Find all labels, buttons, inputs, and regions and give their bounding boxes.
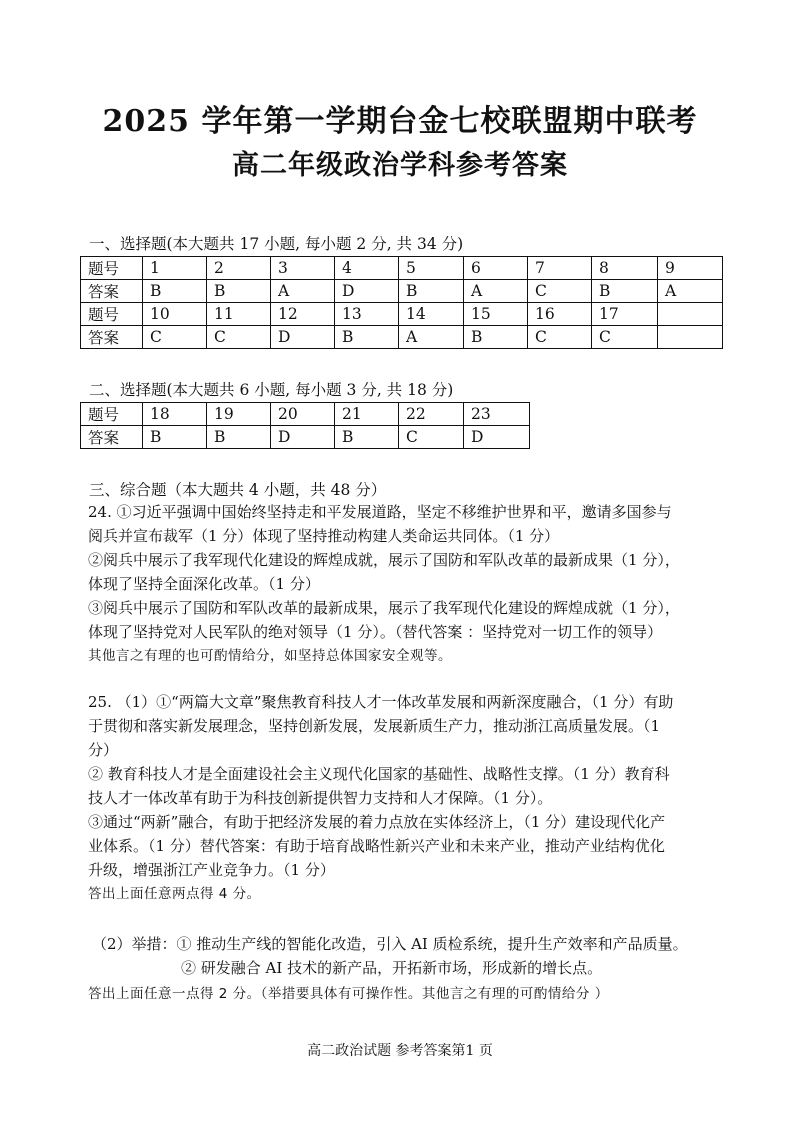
q24-line: 阅兵并宣布裁军（1 分）体现了坚持推动构建人类命运共同体。（1 分） xyxy=(88,527,560,545)
table-cell: 1 xyxy=(143,257,207,280)
table-cell: C xyxy=(528,280,592,303)
row-header-cell: 答案 xyxy=(81,326,143,349)
table-cell: 9 xyxy=(658,257,723,280)
q24-line: ③阅兵中展示了国防和军队改革的最新成果，展示了我军现代化建设的辉煌成就（1 分）， xyxy=(88,599,680,617)
table-cell: 13 xyxy=(335,303,399,326)
q25-line: 业体系。（1 分）替代答案：有助于培育战略性新兴产业和未来产业，推动产业结构优化 xyxy=(88,837,665,855)
row-header-cell: 题号 xyxy=(81,403,143,426)
q25-line: ③通过“两新”融合，有助于把经济发展的着力点放在实体经济上，（1 分）建设现代化产 xyxy=(88,813,666,831)
table-cell: A xyxy=(271,280,335,303)
table-cell: C xyxy=(592,326,658,349)
table-cell: B xyxy=(464,326,528,349)
q25-line: 技人才一体改革有助于为科技创新提供智力支持和人才保障。（1 分）。 xyxy=(88,789,553,807)
section2-heading: 二、选择题(本大题共 6 小题, 每小题 3 分, 共 18 分) xyxy=(89,381,454,399)
row-header-cell: 题号 xyxy=(81,303,143,326)
table-cell: A xyxy=(464,280,528,303)
row-header-cell: 答案 xyxy=(81,280,143,303)
table-cell: A xyxy=(399,326,464,349)
q24-line: 24. ①习近平强调中国始终坚持走和平发展道路，坚定不移维护世界和平，邀请多国参与 xyxy=(88,503,672,521)
q24-scoring-note: 其他言之有理的也可酌情给分，如坚持总体国家安全观等。 xyxy=(88,648,452,664)
table-cell: B xyxy=(207,280,271,303)
q25-line: 25. （1）①“两篇大文章”聚焦教育科技人才一体改革发展和两新深度融合，（1 分）有助 xyxy=(88,693,674,711)
table-cell: B xyxy=(207,426,271,449)
q25-2-line: ② 研发融合 AI 技术的新产品，开拓新市场，形成新的增长点。 xyxy=(181,959,603,977)
table-cell: 3 xyxy=(271,257,335,280)
section1-answer-table xyxy=(80,256,723,349)
table-cell: 17 xyxy=(592,303,658,326)
q25-scoring-note: 答出上面任意两点得 4 分。 xyxy=(88,886,261,902)
table-cell: C xyxy=(143,326,207,349)
question-25-part1-answer xyxy=(88,690,728,906)
table-cell: 19 xyxy=(207,403,271,426)
row-header-cell: 答案 xyxy=(81,426,143,449)
table-cell: 14 xyxy=(399,303,464,326)
table-cell: B xyxy=(592,280,658,303)
table-cell: 6 xyxy=(464,257,528,280)
table-cell: 16 xyxy=(528,303,592,326)
table-cell: C xyxy=(207,326,271,349)
q25-2-scoring-note: 答出上面任意一点得 2 分。（举措要具体有可操作性。其他言之有理的可酌情给分 ） xyxy=(88,986,609,1002)
section2-answer-table xyxy=(80,402,530,449)
table-cell: 23 xyxy=(464,403,530,426)
table-cell xyxy=(658,303,723,326)
table-row xyxy=(81,403,530,426)
table-cell: A xyxy=(658,280,723,303)
q24-line: ②阅兵中展示了我军现代化建设的辉煌成就，展示了国防和军队改革的最新成果（1 分）， xyxy=(88,551,680,569)
exam-subtitle: 高二年级政治学科参考答案 xyxy=(232,150,568,181)
table-row xyxy=(81,280,723,303)
table-cell: 5 xyxy=(399,257,464,280)
table-cell: B xyxy=(143,280,207,303)
table-row xyxy=(81,303,723,326)
table-cell: 2 xyxy=(207,257,271,280)
table-cell: B xyxy=(335,426,399,449)
question-25-part2-answer xyxy=(92,932,732,980)
table-row xyxy=(81,426,530,449)
table-cell: B xyxy=(399,280,464,303)
table-cell: 18 xyxy=(143,403,207,426)
row-header-cell: 题号 xyxy=(81,257,143,280)
table-cell: C xyxy=(528,326,592,349)
table-cell: D xyxy=(271,326,335,349)
q24-line: 体现了坚持党对人民军队的绝对领导（1 分）。（替代答案 ：坚持党对一切工作的领导） xyxy=(88,623,663,641)
q25-line: ② 教育科技人才是全面建设社会主义现代化国家的基础性、战略性支撑。（1 分）教育科 xyxy=(88,765,670,783)
table-cell: 8 xyxy=(592,257,658,280)
section3-heading: 三、综合题（本大题共 4 小题，共 48 分） xyxy=(89,481,387,499)
table-cell: D xyxy=(464,426,530,449)
question-24-answer xyxy=(88,500,728,668)
table-cell: 21 xyxy=(335,403,399,426)
q25-2-line: （2）举措：① 推动生产线的智能化改造，引入 AI 质检系统，提升生产效率和产品质量。 xyxy=(92,935,688,953)
q25-line: 于贯彻和落实新发展理念，坚持创新发展，发展新质生产力，推动浙江高质量发展。（1 xyxy=(88,717,661,735)
table-cell: 15 xyxy=(464,303,528,326)
q25-line: 分） xyxy=(88,741,119,759)
section1-heading: 一、选择题(本大题共 17 小题, 每小题 2 分, 共 34 分) xyxy=(89,235,464,253)
table-cell: 7 xyxy=(528,257,592,280)
table-cell: B xyxy=(335,326,399,349)
table-cell: D xyxy=(271,426,335,449)
table-cell: 11 xyxy=(207,303,271,326)
table-cell: B xyxy=(143,426,207,449)
table-cell: 22 xyxy=(399,403,464,426)
q25-line: 升级，增强浙江产业竞争力。（1 分） xyxy=(88,861,335,879)
table-cell: 10 xyxy=(143,303,207,326)
table-row xyxy=(81,326,723,349)
page-footer: 高二政治试题 参考答案第1 页 xyxy=(307,1043,493,1059)
table-row xyxy=(81,257,723,280)
table-cell: 20 xyxy=(271,403,335,426)
table-cell: 12 xyxy=(271,303,335,326)
table-cell: C xyxy=(399,426,464,449)
exam-title: 2025 学年第一学期台金七校联盟期中联考 xyxy=(102,104,698,139)
q24-line: 体现了坚持全面深化改革。（1 分） xyxy=(88,575,320,593)
table-cell xyxy=(658,326,723,349)
table-cell: D xyxy=(335,280,399,303)
table-cell: 4 xyxy=(335,257,399,280)
